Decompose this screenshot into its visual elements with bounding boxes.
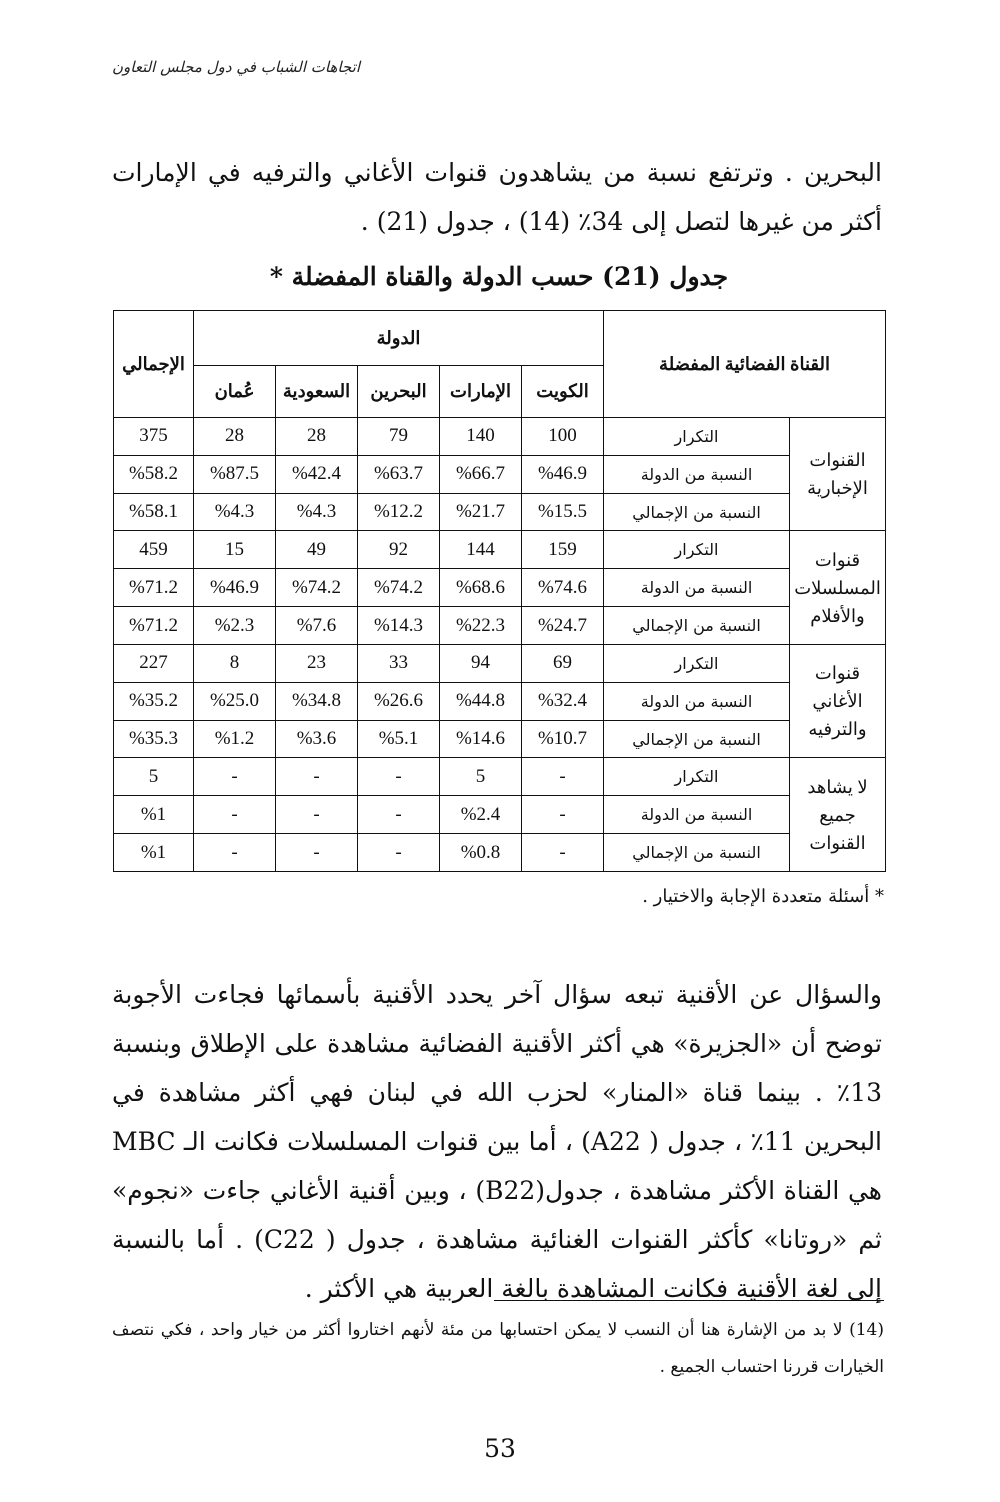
total-cell: %1 <box>114 834 194 872</box>
value-cell: %63.7 <box>358 455 440 493</box>
header-state: الدولة <box>194 311 604 366</box>
value-cell: - <box>358 834 440 872</box>
value-cell: %2.4 <box>440 796 522 834</box>
value-cell: - <box>358 758 440 796</box>
table-body <box>114 418 886 872</box>
measure-label: التكرار <box>604 531 790 569</box>
table-row <box>114 796 886 834</box>
value-cell: - <box>276 796 358 834</box>
value-cell: %0.8 <box>440 834 522 872</box>
table-note: * أسئلة متعددة الإجابة والاختيار . <box>642 886 884 907</box>
value-cell: 8 <box>194 644 276 682</box>
group-label: لا يشاهد جميع القنوات <box>790 758 886 872</box>
value-cell: %22.3 <box>440 607 522 645</box>
value-cell: %21.7 <box>440 493 522 531</box>
measure-label: التكرار <box>604 644 790 682</box>
value-cell: %12.2 <box>358 493 440 531</box>
header-country: عُمان <box>194 366 276 418</box>
value-cell: - <box>194 758 276 796</box>
value-cell: %2.3 <box>194 607 276 645</box>
table-row <box>114 493 886 531</box>
value-cell: 92 <box>358 531 440 569</box>
group-label: القنوات الإخبارية <box>790 418 886 531</box>
table-title: جدول (21) حسب الدولة والقناة المفضلة * <box>269 262 729 291</box>
value-cell: 144 <box>440 531 522 569</box>
value-cell: %34.8 <box>276 682 358 720</box>
measure-label: النسبة من الإجمالي <box>604 493 790 531</box>
value-cell: - <box>522 758 604 796</box>
table-row <box>114 531 886 569</box>
header-channel: القناة الفضائية المفضلة <box>604 311 886 418</box>
measure-label: النسبة من الدولة <box>604 569 790 607</box>
value-cell: %26.6 <box>358 682 440 720</box>
table-row <box>114 834 886 872</box>
value-cell: 28 <box>194 418 276 456</box>
measure-label: النسبة من الدولة <box>604 455 790 493</box>
value-cell: %3.6 <box>276 720 358 758</box>
table-row <box>114 682 886 720</box>
value-cell: %32.4 <box>522 682 604 720</box>
value-cell: %25.0 <box>194 682 276 720</box>
total-cell: %71.2 <box>114 569 194 607</box>
value-cell: %24.7 <box>522 607 604 645</box>
value-cell: - <box>522 796 604 834</box>
value-cell: %14.6 <box>440 720 522 758</box>
value-cell: %4.3 <box>194 493 276 531</box>
total-cell: %58.2 <box>114 455 194 493</box>
value-cell: - <box>276 758 358 796</box>
measure-label: التكرار <box>604 758 790 796</box>
table-row <box>114 720 886 758</box>
total-cell: %35.2 <box>114 682 194 720</box>
running-header: اتجاهات الشباب في دول مجلس التعاون <box>112 58 361 76</box>
paragraph-channels: والسؤال عن الأقنية تبعه سؤال آخر يحدد الأقنية بأسمائها فجاءت الأجوبة توضح أن «الجزيرة» هي أكثر الأقنية الفضائية مشاهدة على الإطلاق وبنسبة 13٪ . بينما قناة «المنار» لحزب الله في لبنان فهي أكثر مشاهدة في البحرين 11٪ ، جدول ( A22) ، أما بين قنوات المسلسلات فكانت الـ MBC هي القناة الأكثر مشاهدة ، جدول(B22) ، وبين أقنية الأغاني جاءت «نجوم» ثم «روتانا» كأكثر القنوات الغنائية مشاهدة ، جدول ( C22) . أما بالنسبة إلى لغة الأقنية فكانت المشاهدة بالغة العربية هي الأكثر . <box>112 980 883 1303</box>
table-row <box>114 758 886 796</box>
value-cell: %14.3 <box>358 607 440 645</box>
value-cell: %4.3 <box>276 493 358 531</box>
value-cell: - <box>194 796 276 834</box>
total-cell: %58.1 <box>114 493 194 531</box>
value-cell: %7.6 <box>276 607 358 645</box>
value-cell: 28 <box>276 418 358 456</box>
value-cell: %87.5 <box>194 455 276 493</box>
value-cell: %74.2 <box>358 569 440 607</box>
total-cell: 5 <box>114 758 194 796</box>
header-country: السعودية <box>276 366 358 418</box>
value-cell: %46.9 <box>522 455 604 493</box>
header-country: الإمارات <box>440 366 522 418</box>
value-cell: 94 <box>440 644 522 682</box>
measure-label: النسبة من الإجمالي <box>604 607 790 645</box>
header-country: البحرين <box>358 366 440 418</box>
value-cell: %5.1 <box>358 720 440 758</box>
value-cell: %15.5 <box>522 493 604 531</box>
header-country: الكويت <box>522 366 604 418</box>
value-cell: 5 <box>440 758 522 796</box>
header-total: الإجمالي <box>114 311 194 418</box>
value-cell: - <box>522 834 604 872</box>
page-number: 53 <box>484 1434 516 1463</box>
total-cell: %71.2 <box>114 607 194 645</box>
value-cell: %42.4 <box>276 455 358 493</box>
value-cell: - <box>276 834 358 872</box>
measure-label: النسبة من الدولة <box>604 682 790 720</box>
table-row <box>114 644 886 682</box>
value-cell: %46.9 <box>194 569 276 607</box>
value-cell: %68.6 <box>440 569 522 607</box>
group-label: قنوات المسلسلات والأفلام <box>790 531 886 644</box>
table-row <box>114 569 886 607</box>
total-cell: %35.3 <box>114 720 194 758</box>
value-cell: - <box>358 796 440 834</box>
value-cell: 100 <box>522 418 604 456</box>
table-row <box>114 455 886 493</box>
value-cell: %74.2 <box>276 569 358 607</box>
measure-label: النسبة من الدولة <box>604 796 790 834</box>
value-cell: %66.7 <box>440 455 522 493</box>
value-cell: 69 <box>522 644 604 682</box>
group-label: قنوات الأغاني والترفيه <box>790 644 886 757</box>
value-cell: 79 <box>358 418 440 456</box>
value-cell: %74.6 <box>522 569 604 607</box>
paragraph-intro: البحرين . وترتفع نسبة من يشاهدون قنوات الأغاني والترفيه في الإمارات أكثر من غيرها لتصل إلى 34٪ (14) ، جدول (21) . <box>112 158 882 236</box>
data-table <box>113 310 886 872</box>
total-cell: %1 <box>114 796 194 834</box>
footnote-divider <box>494 1300 884 1301</box>
value-cell: %1.2 <box>194 720 276 758</box>
measure-label: التكرار <box>604 418 790 456</box>
measure-label: النسبة من الإجمالي <box>604 834 790 872</box>
value-cell: %10.7 <box>522 720 604 758</box>
value-cell: 159 <box>522 531 604 569</box>
value-cell: 49 <box>276 531 358 569</box>
footnote: (14) لا بد من الإشارة هنا أن النسب لا يمكن احتسابها من مئة لأنهم اختاروا أكثر من خيار واحد ، فكي نتصف الخيارات قررنا احتساب الجميع . <box>112 1320 884 1377</box>
value-cell: 140 <box>440 418 522 456</box>
total-cell: 375 <box>114 418 194 456</box>
value-cell: 33 <box>358 644 440 682</box>
total-cell: 227 <box>114 644 194 682</box>
value-cell: - <box>194 834 276 872</box>
value-cell: 23 <box>276 644 358 682</box>
table-row <box>114 418 886 456</box>
value-cell: 15 <box>194 531 276 569</box>
table-row <box>114 607 886 645</box>
measure-label: النسبة من الإجمالي <box>604 720 790 758</box>
total-cell: 459 <box>114 531 194 569</box>
value-cell: %44.8 <box>440 682 522 720</box>
